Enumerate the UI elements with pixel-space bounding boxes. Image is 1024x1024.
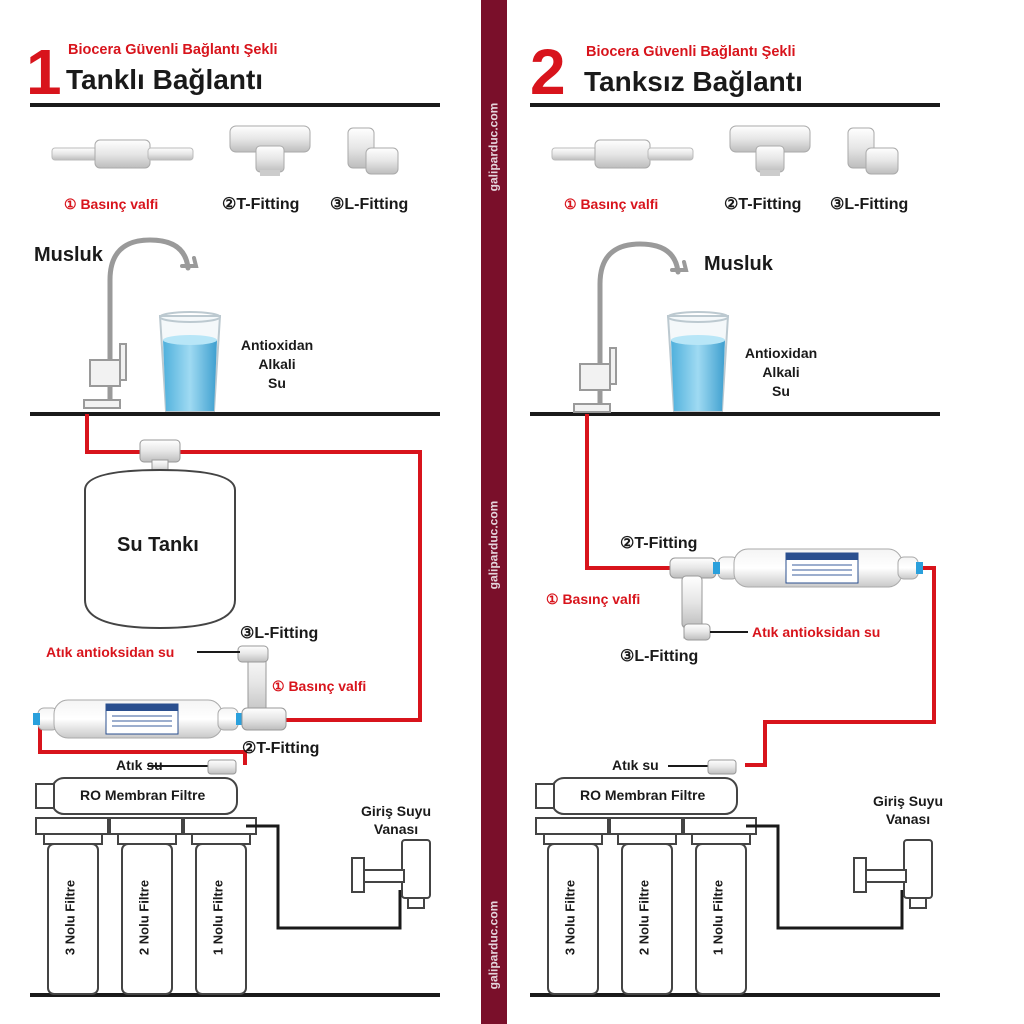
inlet-valve-icon [854, 840, 932, 908]
filter-1-label: 1 Nolu Filtre [210, 879, 226, 956]
t-fitting-part-icon [230, 126, 310, 176]
pressure-valve-part-icon [552, 140, 693, 168]
pressure-valve-label: ① Basınç valfi [546, 591, 641, 607]
cartridge-icon [33, 700, 243, 738]
t-fitting-label: ②T-Fitting [620, 535, 698, 552]
l-fitting-label: ③L-Fitting [620, 648, 699, 665]
faucet-label: Musluk [704, 253, 773, 275]
waste-antioxidant-label: Atık antioksidan su [752, 624, 881, 640]
l-fitting-part-icon [348, 128, 398, 174]
panel-title: Tanklı Bağlantı [66, 64, 264, 95]
filter-3-label: 3 Nolu Filtre [562, 879, 578, 956]
l-fitting-label: ③L-Fitting [240, 625, 319, 642]
panel-number: 1 [26, 36, 62, 108]
panel-1-graphics [30, 105, 440, 995]
tank-label: Su Tankı [117, 534, 199, 556]
part-label-l-fitting: ③L-Fitting [830, 196, 909, 213]
glass-icon [668, 312, 728, 411]
t-fitting-part-icon [730, 126, 810, 176]
inlet-valve-label: Giriş Suyu Vanası [872, 793, 944, 827]
inlet-valve-icon [352, 840, 430, 908]
t-fitting-label: ②T-Fitting [242, 740, 320, 757]
membrane-label: RO Membran Filtre [80, 787, 206, 803]
panel-title: Tanksız Bağlantı [584, 66, 803, 97]
pressure-valve-part-icon [52, 140, 193, 168]
part-label-t-fitting: ②T-Fitting [222, 196, 300, 213]
membrane-label: RO Membran Filtre [580, 787, 706, 803]
part-label-t-fitting: ②T-Fitting [724, 196, 802, 213]
part-label-pressure-valve: ① Basınç valfi [64, 196, 159, 212]
panel-2-graphics [530, 105, 940, 995]
cartridge-icon [713, 549, 923, 587]
glass-icon [160, 312, 220, 411]
inlet-valve-label: Giriş Suyu Vanası [360, 803, 432, 837]
pressure-valve-label: ① Basınç valfi [272, 678, 367, 694]
watermark: galiparduc.com [486, 900, 501, 990]
waste-antioxidant-label: Atık antioksidan su [46, 644, 175, 660]
waste-water-label: Atık su [116, 757, 163, 773]
watermark: galiparduc.com [486, 500, 501, 590]
part-label-l-fitting: ③L-Fitting [330, 196, 409, 213]
faucet-label: Musluk [34, 244, 103, 266]
l-fitting-part-icon [848, 128, 898, 174]
filter-3-label: 3 Nolu Filtre [62, 879, 78, 956]
filter-1-label: 1 Nolu Filtre [710, 879, 726, 956]
watermark: galiparduc.com [486, 102, 501, 192]
glass-label: Antioxidan Alkali Su [240, 337, 314, 391]
part-label-pressure-valve: ① Basınç valfi [564, 196, 659, 212]
panel-subtitle: Biocera Güvenli Bağlantı Şekli [586, 44, 796, 60]
filter-2-label: 2 Nolu Filtre [136, 879, 152, 956]
panel-number: 2 [530, 36, 566, 108]
panel-subtitle: Biocera Güvenli Bağlantı Şekli [68, 42, 278, 58]
filter-2-label: 2 Nolu Filtre [636, 879, 652, 956]
glass-label: Antioxidan Alkali Su [744, 345, 818, 399]
waste-water-label: Atık su [612, 757, 659, 773]
